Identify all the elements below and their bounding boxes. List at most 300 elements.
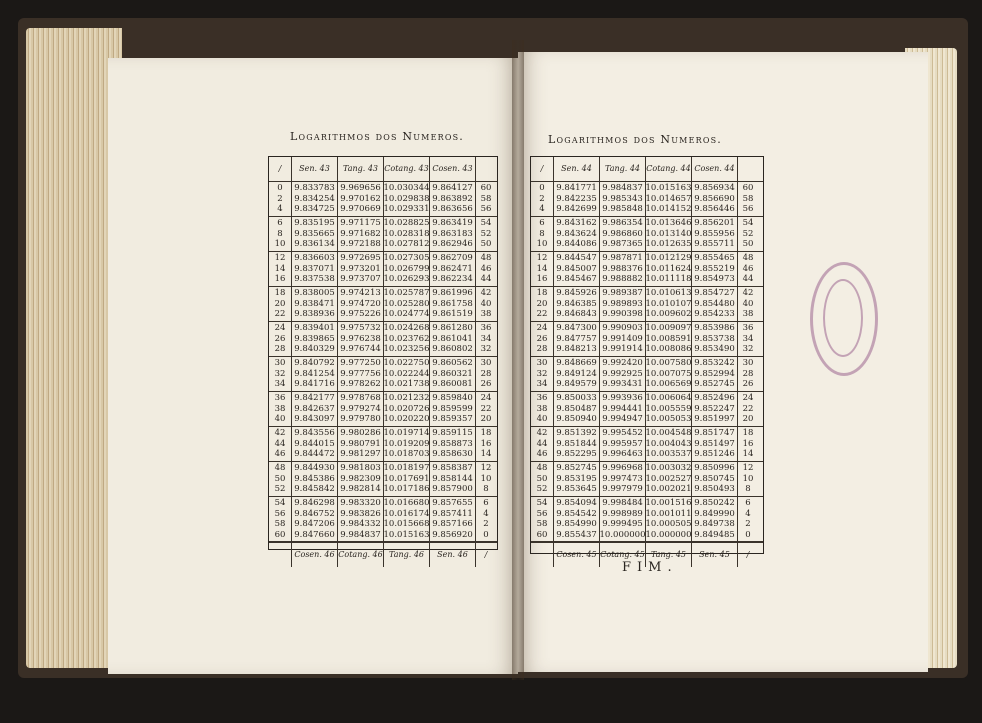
table-value: 16	[274, 274, 286, 285]
table-value: 9.977756	[340, 368, 381, 379]
table-value: 10.011118	[646, 274, 692, 285]
table-value: Cotang. 44	[646, 163, 691, 173]
table-value: 26	[480, 379, 492, 390]
table-value: 9.847757	[556, 333, 597, 344]
table-value: 24	[274, 323, 286, 334]
table-value: 54	[536, 498, 548, 508]
table-value: 9.987365	[602, 239, 643, 250]
table-cell	[338, 287, 384, 321]
table-value: 9.842637	[294, 403, 335, 414]
table-value: 10.023256	[384, 344, 430, 355]
table-value: 9.855711	[694, 239, 735, 250]
table-value: 10.009602	[646, 309, 692, 320]
table-value: 9.975226	[340, 309, 381, 320]
table-value: 52	[742, 228, 754, 239]
table-value: 12	[536, 253, 548, 264]
table-value: 28	[274, 344, 286, 355]
table-value: 24	[742, 393, 754, 404]
table-value: 10.027305	[384, 253, 430, 264]
table-cell	[338, 322, 384, 356]
table-value: 9.860802	[432, 344, 473, 355]
table-value: 9.981803	[340, 463, 381, 474]
table-value: 10.003032	[646, 463, 692, 474]
table-value: 10.002021	[646, 484, 692, 495]
table-cell	[738, 497, 758, 541]
table-value: Cosen. 46	[294, 549, 335, 559]
table-cell	[646, 427, 692, 461]
table-value: 10.006569	[646, 379, 692, 390]
table-value: 12	[742, 463, 754, 474]
table-value: 18	[274, 288, 286, 299]
table-cell	[692, 497, 738, 541]
table-value: 9.999495	[602, 519, 643, 529]
table-value: 9.857411	[432, 508, 473, 519]
table-cell	[692, 287, 738, 321]
table-value: 42	[742, 288, 754, 299]
table-row	[269, 462, 497, 497]
table-value: 58	[274, 519, 286, 529]
table-value: 9.980286	[340, 428, 381, 439]
table-value: 0	[483, 529, 489, 540]
table-value: 9.995452	[602, 428, 643, 439]
table-value: 14	[536, 263, 548, 274]
table-value: 20	[536, 298, 548, 309]
table-value: 32	[536, 368, 548, 379]
table-value: 8	[539, 228, 545, 239]
table-footer-cell	[531, 543, 554, 567]
table-cell	[384, 322, 430, 356]
table-value: 9.981297	[340, 449, 381, 460]
table-value: 9.849485	[694, 529, 735, 540]
table-cell	[384, 182, 430, 216]
table-cell	[692, 427, 738, 461]
table-cell	[292, 497, 338, 541]
table-value: 9.982309	[340, 473, 381, 484]
table-cell	[476, 182, 496, 216]
table-value: 10	[480, 473, 492, 484]
table-value: 8	[745, 484, 751, 495]
table-value: 9.970669	[340, 204, 381, 215]
table-cell	[384, 287, 430, 321]
table-value: 10.018197	[384, 463, 430, 474]
table-value: 28	[742, 368, 754, 379]
table-value: 9.969656	[340, 183, 381, 194]
table-value: 9.990903	[602, 323, 643, 334]
table-cell	[646, 252, 692, 286]
table-footer-cell	[384, 543, 430, 567]
table-value: 32	[742, 344, 754, 355]
table-value: 9.834725	[294, 204, 335, 215]
table-value: /	[278, 163, 282, 173]
table-value: 44	[536, 438, 548, 449]
table-value: 0	[539, 183, 545, 194]
table-value: 10.001011	[646, 508, 692, 519]
table-value: 9.840792	[294, 358, 335, 369]
table-value: 10.015163	[646, 183, 692, 194]
table-value: 48	[742, 253, 754, 264]
table-value: 9.974213	[340, 288, 381, 299]
table-value: 10.003537	[646, 449, 692, 460]
table-footer-cell	[692, 543, 738, 567]
table-cell	[430, 392, 476, 426]
table-value: Cosen. 44	[694, 163, 735, 173]
table-cell	[269, 322, 292, 356]
table-cell	[600, 322, 646, 356]
table-value: 10.028825	[384, 218, 430, 229]
table-row	[269, 182, 497, 217]
table-footer-cell	[292, 543, 338, 567]
table-cell	[600, 287, 646, 321]
table-cell	[531, 217, 554, 251]
table-value: 46	[274, 449, 286, 460]
table-value: 10.000000	[600, 529, 646, 540]
table-value: 9.850487	[556, 403, 597, 414]
table-value: 46	[742, 263, 754, 274]
table-cell	[692, 322, 738, 356]
table-value: 9.993431	[602, 379, 643, 390]
table-value: Tang. 43	[342, 163, 379, 173]
table-value: 9.980791	[340, 438, 381, 449]
table-value: 46	[536, 449, 548, 460]
table-cell	[554, 182, 600, 216]
table-cell	[476, 287, 496, 321]
table-value: 9.853490	[694, 344, 735, 355]
table-cell	[292, 427, 338, 461]
table-value: 9.849579	[556, 379, 597, 390]
table-value: 9.989387	[602, 288, 643, 299]
table-cell	[600, 182, 646, 216]
table-value: 44	[742, 274, 754, 285]
table-value: 9.843556	[294, 428, 335, 439]
table-cell	[646, 217, 692, 251]
table-cell	[646, 357, 692, 391]
table-cell	[476, 427, 496, 461]
table-value: 18	[742, 428, 754, 439]
table-value: 6	[745, 498, 751, 508]
table-value: 10.005053	[646, 414, 692, 425]
table-value: /	[484, 549, 488, 559]
table-value: 12	[480, 463, 492, 474]
table-value: 9.851844	[556, 438, 597, 449]
table-cell	[531, 252, 554, 286]
table-row	[269, 252, 497, 287]
table-value: 36	[742, 323, 754, 334]
table-value: 9.838005	[294, 288, 335, 299]
table-value: 4	[277, 204, 283, 215]
table-header-cell	[646, 157, 692, 181]
table-value: 9.984837	[340, 529, 381, 540]
table-cell	[430, 217, 476, 251]
table-value: 9.849738	[694, 519, 735, 529]
table-row	[269, 287, 497, 322]
table-value: 16	[480, 438, 492, 449]
table-value: 10.001516	[646, 498, 692, 508]
table-value: 9.974720	[340, 298, 381, 309]
table-cell	[430, 287, 476, 321]
table-value: 10.025787	[384, 288, 430, 299]
table-value: 9.862471	[432, 263, 473, 274]
table-header-cell	[531, 157, 554, 181]
table-cell	[292, 462, 338, 496]
table-value: Cotang. 46	[338, 549, 383, 559]
table-value: 9.836603	[294, 253, 335, 264]
table-value: 10.022244	[384, 368, 430, 379]
table-value: 54	[480, 218, 492, 229]
table-value: 9.996463	[602, 449, 643, 460]
table-value: 9.860321	[432, 368, 473, 379]
table-value: 10.006064	[646, 393, 692, 404]
table-value: 9.857655	[432, 498, 473, 508]
table-value: 22	[274, 309, 286, 320]
table-value: 24	[480, 393, 492, 404]
table-value: 10.017186	[384, 484, 430, 495]
table-cell	[738, 427, 758, 461]
table-value: 10	[274, 239, 286, 250]
table-value: 10.000505	[646, 519, 692, 529]
table-value: 9.991409	[602, 333, 643, 344]
table-cell	[646, 287, 692, 321]
table-value: 60	[742, 183, 754, 194]
table-value: 9.994441	[602, 403, 643, 414]
table-footer-cell	[430, 543, 476, 567]
table-value: 9.841716	[294, 379, 335, 390]
table-value: 9.972695	[340, 253, 381, 264]
table-value: 0	[277, 183, 283, 194]
table-value: Sen. 45	[699, 549, 730, 559]
table-cell	[338, 182, 384, 216]
table-value: 9.834254	[294, 193, 335, 204]
table-value: Cosen. 43	[432, 163, 473, 173]
table-value: 9.839401	[294, 323, 335, 334]
table-value: 9.862234	[432, 274, 473, 285]
table-header-cell	[554, 157, 600, 181]
table-value: 10.022750	[384, 358, 430, 369]
table-value: 40	[536, 414, 548, 425]
table-value: 9.835665	[294, 228, 335, 239]
table-value: 58	[536, 519, 548, 529]
table-value: 50	[274, 473, 286, 484]
table-cell	[531, 427, 554, 461]
table-value: 9.987871	[602, 253, 643, 264]
table-value: 9.844015	[294, 438, 335, 449]
table-row	[269, 217, 497, 252]
table-value: 34	[274, 379, 286, 390]
table-value: 9.843162	[556, 218, 597, 229]
table-value: 9.973707	[340, 274, 381, 285]
table-cell	[476, 497, 496, 541]
table-row	[531, 322, 763, 357]
table-header-cell	[269, 157, 292, 181]
table-cell	[531, 182, 554, 216]
table-cell	[384, 357, 430, 391]
library-stamp	[810, 262, 878, 376]
table-value: 20	[274, 298, 286, 309]
table-value: 10.021738	[384, 379, 430, 390]
table-value: 9.986860	[602, 228, 643, 239]
table-value: 9.983320	[340, 498, 381, 508]
table-value: 10.015668	[384, 519, 430, 529]
table-value: Sen. 43	[299, 163, 330, 173]
table-cell	[338, 357, 384, 391]
table-cell	[738, 287, 758, 321]
table-value: 2	[483, 519, 489, 529]
table-value: Tang. 46	[388, 549, 425, 559]
table-value: 9.851497	[694, 438, 735, 449]
table-value: 9.861758	[432, 298, 473, 309]
table-cell	[269, 427, 292, 461]
table-value: Sen. 46	[437, 549, 468, 559]
table-value: 60	[274, 529, 286, 540]
table-cell	[554, 427, 600, 461]
table-row	[269, 322, 497, 357]
table-cell	[430, 462, 476, 496]
table-cell	[430, 497, 476, 541]
table-value: 9.852745	[556, 463, 597, 474]
table-cell	[554, 462, 600, 496]
table-cell	[738, 462, 758, 496]
table-value: 9.852745	[694, 379, 735, 390]
table-header-cell	[338, 157, 384, 181]
table-value: 9.985343	[602, 193, 643, 204]
table-value: 9.862946	[432, 239, 473, 250]
table-cell	[692, 252, 738, 286]
table-row	[269, 392, 497, 427]
table-cell	[292, 287, 338, 321]
table-value: 38	[274, 403, 286, 414]
table-value: 9.841254	[294, 368, 335, 379]
table-footer-cell	[269, 543, 292, 567]
table-value: 9.863892	[432, 193, 473, 204]
table-value: 10.004043	[646, 438, 692, 449]
table-value: 9.861280	[432, 323, 473, 334]
table-value: 9.860081	[432, 379, 473, 390]
table-value: 10.000000	[646, 529, 692, 540]
table-value: 10.020726	[384, 403, 430, 414]
table-value: 30	[742, 358, 754, 369]
table-cell	[384, 462, 430, 496]
table-cell	[531, 462, 554, 496]
table-value: 36	[480, 323, 492, 334]
table-value: 9.846752	[294, 508, 335, 519]
table-value: 9.851246	[694, 449, 735, 460]
table-value: 9.861519	[432, 309, 473, 320]
table-value: 10.019209	[384, 438, 430, 449]
table-cell	[430, 357, 476, 391]
table-value: 50	[536, 473, 548, 484]
table-value: 9.861041	[432, 333, 473, 344]
table-value: 9.856934	[694, 183, 735, 194]
table-value: 9.850493	[694, 484, 735, 495]
table-value: /	[746, 549, 750, 559]
table-value: 9.978262	[340, 379, 381, 390]
table-value: 26	[742, 379, 754, 390]
table-value: 9.976744	[340, 344, 381, 355]
table-value: 9.843097	[294, 414, 335, 425]
table-value: Cotang. 43	[384, 163, 429, 173]
table-cell	[738, 322, 758, 356]
table-value: 9.976238	[340, 333, 381, 344]
table-value: 9.991914	[602, 344, 643, 355]
table-value: 9.846385	[556, 298, 597, 309]
table-cell	[600, 252, 646, 286]
table-value: 9.970162	[340, 193, 381, 204]
table-cell	[476, 252, 496, 286]
table-value: 9.847206	[294, 519, 335, 529]
table-cell	[554, 392, 600, 426]
table-value: 30	[536, 358, 548, 369]
table-value: 10.029838	[384, 193, 430, 204]
table-value: 9.986354	[602, 218, 643, 229]
table-value: 44	[274, 438, 286, 449]
table-footer-cell	[476, 543, 496, 567]
table-cell	[292, 252, 338, 286]
table-cell	[384, 427, 430, 461]
table-value: 20	[480, 414, 492, 425]
table-value: 9.852247	[694, 403, 735, 414]
table-row	[531, 392, 763, 427]
table-value: 9.990398	[602, 309, 643, 320]
table-cell	[554, 287, 600, 321]
table-value: 10.023762	[384, 333, 430, 344]
table-cell	[269, 462, 292, 496]
table-value: 50	[742, 239, 754, 250]
table-value: 56	[274, 508, 286, 519]
table-cell	[269, 287, 292, 321]
table-value: 4	[745, 508, 751, 519]
table-value: 20	[742, 414, 754, 425]
table-value: 9.858873	[432, 438, 473, 449]
table-value: 10	[536, 239, 548, 250]
table-value: 10.013646	[646, 218, 692, 229]
table-value: 9.837538	[294, 274, 335, 285]
table-footer-cell	[554, 543, 600, 567]
table-value: Cotang. 45	[600, 549, 645, 559]
table-cell	[531, 322, 554, 356]
table-row	[531, 497, 763, 542]
table-value: 9.845842	[294, 484, 335, 495]
table-cell	[384, 217, 430, 251]
table-value: 9.862709	[432, 253, 473, 264]
table-value: Cosen. 45	[556, 549, 597, 559]
table-value: 9.849124	[556, 368, 597, 379]
table-value: 10.002527	[646, 473, 692, 484]
table-value: 22	[536, 309, 548, 320]
table-value: 10.012635	[646, 239, 692, 250]
table-value: 9.998484	[602, 498, 643, 508]
table-value: 9.854727	[694, 288, 735, 299]
table-value: 10.007075	[646, 368, 692, 379]
table-value: 9.835195	[294, 218, 335, 229]
table-value: 9.995957	[602, 438, 643, 449]
table-value: 34	[536, 379, 548, 390]
table-value: 54	[274, 498, 286, 508]
table-cell	[292, 182, 338, 216]
table-value: Tang. 45	[650, 549, 687, 559]
table-value: 2	[539, 193, 545, 204]
table-value: 9.858387	[432, 463, 473, 474]
table-footer-cell	[338, 543, 384, 567]
table-cell	[692, 217, 738, 251]
table-value: 10.012129	[646, 253, 692, 264]
left-running-head: Logarithmos dos Numeros.	[290, 130, 464, 143]
table-value: 9.863183	[432, 228, 473, 239]
table-value: 10	[742, 473, 754, 484]
table-cell	[292, 217, 338, 251]
table-value: 9.838936	[294, 309, 335, 320]
table-value: 9.838471	[294, 298, 335, 309]
table-value: 9.853242	[694, 358, 735, 369]
table-value: 8	[483, 484, 489, 495]
